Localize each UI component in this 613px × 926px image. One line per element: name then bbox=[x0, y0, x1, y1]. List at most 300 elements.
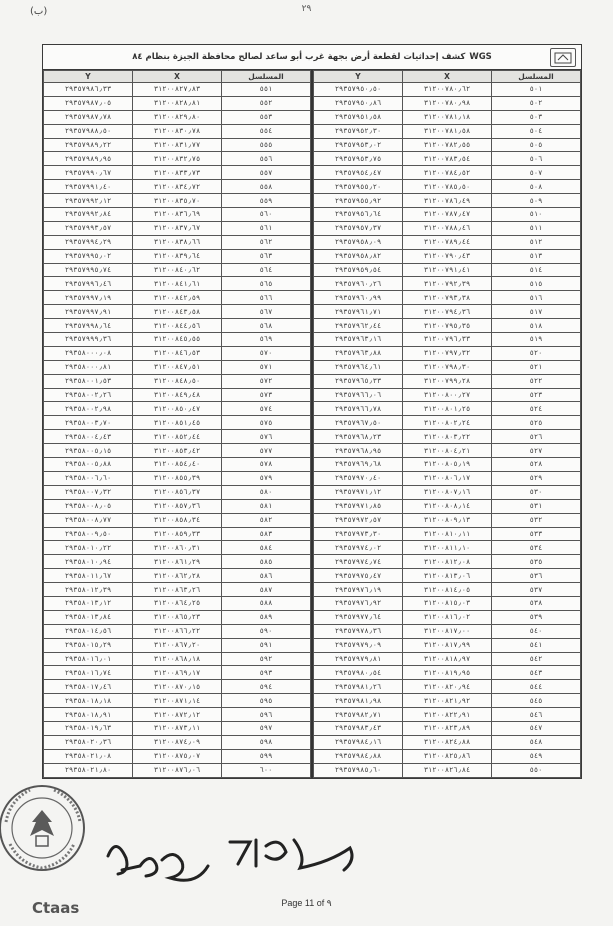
x-cell: ٣١٢٠٠٨١٤٫٠٥ bbox=[403, 583, 492, 597]
col-x: X bbox=[403, 71, 492, 83]
x-cell: ٣١٢٠٠٨٥٠٫٤٧ bbox=[133, 402, 222, 416]
table-row bbox=[44, 694, 311, 708]
table-row bbox=[314, 360, 581, 374]
x-cell: ٣١٢٠٠٨١٥٫٠٣ bbox=[403, 596, 492, 610]
table-row bbox=[44, 291, 311, 305]
x-cell: ٣١٢٠٠٨٠٢٫٢٤ bbox=[403, 416, 492, 430]
table-row bbox=[314, 638, 581, 652]
x-cell: ٣١٢٠٠٧٩١٫٤١ bbox=[403, 263, 492, 277]
table-row bbox=[314, 208, 581, 222]
table-row bbox=[314, 152, 581, 166]
x-cell: ٣١٢٠٠٨٣٦٫٦٩ bbox=[133, 208, 222, 222]
serial-cell: ٥٣٣ bbox=[492, 527, 581, 541]
y-cell: ٢٩٣٥٧٩٨٣٫٤٣ bbox=[314, 721, 403, 735]
table-row bbox=[44, 471, 311, 485]
x-cell: ٣١٢٠٠٨٢٤٫٨٨ bbox=[403, 735, 492, 749]
handwritten-signature bbox=[100, 826, 390, 896]
x-cell: ٣١٢٠٠٨٤٦٫٥٣ bbox=[133, 346, 222, 360]
table-row bbox=[314, 513, 581, 527]
table-row bbox=[314, 124, 581, 138]
col-y: Y bbox=[314, 71, 403, 83]
table-row bbox=[314, 541, 581, 555]
serial-cell: ٥٥١ bbox=[222, 83, 311, 97]
serial-cell: ٥٣٤ bbox=[492, 541, 581, 555]
table-row bbox=[314, 249, 581, 263]
y-cell: ٢٩٣٥٧٩٦٥٫٣٣ bbox=[314, 374, 403, 388]
serial-cell: ٥٣١ bbox=[492, 499, 581, 513]
x-cell: ٣١٢٠٠٨٥٢٫٤٤ bbox=[133, 430, 222, 444]
table-row bbox=[44, 388, 311, 402]
serial-cell: ٥٠٦ bbox=[492, 152, 581, 166]
y-cell: ٢٩٣٥٧٩٧٨٫٣٦ bbox=[314, 624, 403, 638]
serial-cell: ٥٢٦ bbox=[492, 430, 581, 444]
x-cell: ٣١٢٠٠٨٧٢٫١٢ bbox=[133, 708, 222, 722]
y-cell: ٢٩٣٥٧٩٩٥٫٧٤ bbox=[44, 263, 133, 277]
serial-cell: ٥٣٠ bbox=[492, 485, 581, 499]
serial-cell: ٥٦٦ bbox=[222, 291, 311, 305]
table-row bbox=[44, 83, 311, 97]
y-cell: ٢٩٣٥٨٠٠٥٫٨٨ bbox=[44, 458, 133, 472]
y-cell: ٢٩٣٥٧٩٧٥٫٤٧ bbox=[314, 569, 403, 583]
serial-cell: ٥٠٢ bbox=[492, 96, 581, 110]
x-cell: ٣١٢٠٠٧٨٨٫٤٦ bbox=[403, 221, 492, 235]
y-cell: ٢٩٣٥٧٩٦٠٫٢٦ bbox=[314, 277, 403, 291]
serial-cell: ٥٥٢ bbox=[222, 96, 311, 110]
tables-row bbox=[43, 70, 581, 778]
serial-cell: ٥٨٣ bbox=[222, 527, 311, 541]
y-cell: ٢٩٣٥٨٠٠٠٫٠٨ bbox=[44, 346, 133, 360]
table-row bbox=[44, 638, 311, 652]
x-cell: ٣١٢٠٠٨٦٠٫٣١ bbox=[133, 541, 222, 555]
x-cell: ٣١٢٠٠٨٠١٫٢٥ bbox=[403, 402, 492, 416]
serial-cell: ٥٤٣ bbox=[492, 666, 581, 680]
x-cell: ٣١٢٠٠٨٢٠٫٩٤ bbox=[403, 680, 492, 694]
x-cell: ٣١٢٠٠٧٩٦٫٣٣ bbox=[403, 333, 492, 347]
left-table bbox=[43, 70, 311, 778]
x-cell: ٣١٢٠٠٨٠٥٫١٩ bbox=[403, 458, 492, 472]
table-row bbox=[44, 513, 311, 527]
table-row bbox=[314, 180, 581, 194]
serial-cell: ٥٦٢ bbox=[222, 235, 311, 249]
table-row bbox=[44, 444, 311, 458]
table-row bbox=[44, 305, 311, 319]
y-cell: ٢٩٣٥٨٠٠١٫٥٣ bbox=[44, 374, 133, 388]
x-cell: ٣١٢٠٠٧٨٦٫٤٩ bbox=[403, 194, 492, 208]
table-row bbox=[314, 444, 581, 458]
y-cell: ٢٩٣٥٧٩٩٧٫١٩ bbox=[44, 291, 133, 305]
x-cell: ٣١٢٠٠٨٢٢٫٩١ bbox=[403, 708, 492, 722]
table-row bbox=[314, 610, 581, 624]
table-row bbox=[314, 194, 581, 208]
x-cell: ٣١٢٠٠٨١٧٫٩٩ bbox=[403, 638, 492, 652]
col-serial: المسلسل bbox=[492, 71, 581, 83]
x-cell: ٣١٢٠٠٨٦٩٫١٧ bbox=[133, 666, 222, 680]
y-cell: ٢٩٣٥٧٩٦٠٫٩٩ bbox=[314, 291, 403, 305]
x-cell: ٣١٢٠٠٨١٣٫٠٦ bbox=[403, 569, 492, 583]
y-cell: ٢٩٣٥٧٩٥٥٫٩٢ bbox=[314, 194, 403, 208]
x-cell: ٣١٢٠٠٨٤٨٫٥٠ bbox=[133, 374, 222, 388]
coordinate-system: WGS bbox=[469, 52, 492, 62]
serial-cell: ٦٠٠ bbox=[222, 763, 311, 777]
x-cell: ٣١٢٠٠٨٦٥٫٢٣ bbox=[133, 610, 222, 624]
y-cell: ٢٩٣٥٨٠١٧٫٤٦ bbox=[44, 680, 133, 694]
y-cell: ٢٩٣٥٧٩٦٦٫٧٨ bbox=[314, 402, 403, 416]
x-cell: ٣١٢٠٠٨١٨٫٩٧ bbox=[403, 652, 492, 666]
serial-cell: ٥٥٨ bbox=[222, 180, 311, 194]
x-cell: ٣١٢٠٠٨٤٠٫٦٢ bbox=[133, 263, 222, 277]
table-row bbox=[314, 583, 581, 597]
x-cell: ٣١٢٠٠٨٥٩٫٣٣ bbox=[133, 527, 222, 541]
y-cell: ٢٩٣٥٨٠٢١٫٨٠ bbox=[44, 763, 133, 777]
serial-cell: ٥٠٤ bbox=[492, 124, 581, 138]
y-cell: ٢٩٣٥٧٩٨١٫٩٨ bbox=[314, 694, 403, 708]
y-cell: ٢٩٣٥٧٩٥٦٫٦٤ bbox=[314, 208, 403, 222]
y-cell: ٢٩٣٥٧٩٩٩٫٣٦ bbox=[44, 333, 133, 347]
x-cell: ٣١٢٠٠٧٨١٫٥٨ bbox=[403, 124, 492, 138]
serial-cell: ٥٤٤ bbox=[492, 680, 581, 694]
x-cell: ٣١٢٠٠٨٢٥٫٨٦ bbox=[403, 749, 492, 763]
serial-cell: ٥٨٩ bbox=[222, 610, 311, 624]
table-row bbox=[44, 735, 311, 749]
x-cell: ٣١٢٠٠٨٢١٫٩٢ bbox=[403, 694, 492, 708]
y-cell: ٢٩٣٥٧٩٩٧٫٩١ bbox=[44, 305, 133, 319]
table-row bbox=[44, 180, 311, 194]
table-row bbox=[314, 555, 581, 569]
col-serial: المسلسل bbox=[222, 71, 311, 83]
x-cell: ٣١٢٠٠٨٤٢٫٥٩ bbox=[133, 291, 222, 305]
table-row bbox=[44, 346, 311, 360]
serial-cell: ٥٤٥ bbox=[492, 694, 581, 708]
serial-cell: ٥٩١ bbox=[222, 638, 311, 652]
x-cell: ٣١٢٠٠٧٩٧٫٣٢ bbox=[403, 346, 492, 360]
x-cell: ٣١٢٠٠٨٦٧٫٢٠ bbox=[133, 638, 222, 652]
y-cell: ٢٩٣٥٧٩٦٣٫٨٨ bbox=[314, 346, 403, 360]
x-cell: ٣١٢٠٠٨٦٣٫٢٦ bbox=[133, 583, 222, 597]
sheet-title: كشف إحداثيات لقطعة أرض بجهة غرب أبو ساعد لصالح محافظة الجيزة بنظام ٨٤ bbox=[132, 52, 466, 62]
y-cell: ٢٩٣٥٧٩٦٨٫٩٥ bbox=[314, 444, 403, 458]
table-row bbox=[314, 694, 581, 708]
serial-cell: ٥٢٩ bbox=[492, 471, 581, 485]
sheet-header bbox=[43, 45, 581, 70]
serial-cell: ٥٦٣ bbox=[222, 249, 311, 263]
y-cell: ٢٩٣٥٧٩٦٣٫١٦ bbox=[314, 333, 403, 347]
table-row bbox=[314, 624, 581, 638]
y-cell: ٢٩٣٥٧٩٥٣٫٠٢ bbox=[314, 138, 403, 152]
table-row bbox=[314, 708, 581, 722]
x-cell: ٣١٢٠٠٨٣٠٫٧٨ bbox=[133, 124, 222, 138]
serial-cell: ٥٨٤ bbox=[222, 541, 311, 555]
serial-cell: ٥١٦ bbox=[492, 291, 581, 305]
y-cell: ٢٩٣٥٨٠١٦٫٧٤ bbox=[44, 666, 133, 680]
serial-cell: ٥١٢ bbox=[492, 235, 581, 249]
x-cell: ٣١٢٠٠٨٤٥٫٥٥ bbox=[133, 333, 222, 347]
serial-cell: ٥٩٥ bbox=[222, 694, 311, 708]
table-row bbox=[44, 624, 311, 638]
y-cell: ٢٩٣٥٨٠١٥٫٢٩ bbox=[44, 638, 133, 652]
x-cell: ٣١٢٠٠٨٥٨٫٣٤ bbox=[133, 513, 222, 527]
serial-cell: ٥٠٨ bbox=[492, 180, 581, 194]
x-cell: ٣١٢٠٠٨٠٨٫١٤ bbox=[403, 499, 492, 513]
y-cell: ٢٩٣٥٨٠٠٩٫٥٠ bbox=[44, 527, 133, 541]
serial-cell: ٥٥٠ bbox=[492, 763, 581, 777]
serial-cell: ٥٨٦ bbox=[222, 569, 311, 583]
x-cell: ٣١٢٠٠٨٠٣٫٢٢ bbox=[403, 430, 492, 444]
x-cell: ٣١٢٠٠٨٤٤٫٥٦ bbox=[133, 319, 222, 333]
x-cell: ٣١٢٠٠٨٧٤٫٠٩ bbox=[133, 735, 222, 749]
x-cell: ٣١٢٠٠٨٠٧٫١٦ bbox=[403, 485, 492, 499]
y-cell: ٢٩٣٥٨٠١١٫٦٧ bbox=[44, 569, 133, 583]
y-cell: ٢٩٣٥٧٩٧٤٫٧٤ bbox=[314, 555, 403, 569]
table-row bbox=[314, 138, 581, 152]
serial-cell: ٥١٤ bbox=[492, 263, 581, 277]
x-cell: ٣١٢٠٠٧٨٢٫٥٥ bbox=[403, 138, 492, 152]
y-cell: ٢٩٣٥٧٩٧١٫١٢ bbox=[314, 485, 403, 499]
table-row bbox=[314, 305, 581, 319]
table-row bbox=[44, 569, 311, 583]
serial-cell: ٥٩٠ bbox=[222, 624, 311, 638]
y-cell: ٢٩٣٥٧٩٧٣٫٣٠ bbox=[314, 527, 403, 541]
table-row bbox=[314, 221, 581, 235]
table-row bbox=[44, 666, 311, 680]
serial-cell: ٥١٨ bbox=[492, 319, 581, 333]
serial-cell: ٥٣٩ bbox=[492, 610, 581, 624]
table-row bbox=[44, 763, 311, 777]
serial-cell: ٥٨٢ bbox=[222, 513, 311, 527]
table-row bbox=[44, 555, 311, 569]
y-cell: ٢٩٣٥٧٩٧٩٫٨١ bbox=[314, 652, 403, 666]
table-row bbox=[314, 596, 581, 610]
x-cell: ٣١٢٠٠٨٣٧٫٦٧ bbox=[133, 221, 222, 235]
serial-cell: ٥٠٩ bbox=[492, 194, 581, 208]
serial-cell: ٥٢٥ bbox=[492, 416, 581, 430]
y-cell: ٢٩٣٥٧٩٧٠٫٤٠ bbox=[314, 471, 403, 485]
table-row bbox=[44, 749, 311, 763]
y-cell: ٢٩٣٥٧٩٥٩٫٥٤ bbox=[314, 263, 403, 277]
serial-cell: ٥٦١ bbox=[222, 221, 311, 235]
x-cell: ٣١٢٠٠٨٣٨٫٦٦ bbox=[133, 235, 222, 249]
y-cell: ٢٩٣٥٧٩٨٧٫٠٥ bbox=[44, 96, 133, 110]
table-row bbox=[44, 652, 311, 666]
table-row bbox=[314, 471, 581, 485]
serial-cell: ٥١٩ bbox=[492, 333, 581, 347]
serial-cell: ٥٤٦ bbox=[492, 708, 581, 722]
serial-cell: ٥٥٣ bbox=[222, 110, 311, 124]
table-row bbox=[44, 208, 311, 222]
table-row bbox=[44, 430, 311, 444]
serial-cell: ٥٦٤ bbox=[222, 263, 311, 277]
table-row bbox=[44, 124, 311, 138]
table-row bbox=[314, 763, 581, 777]
serial-cell: ٥٧٢ bbox=[222, 374, 311, 388]
y-cell: ٢٩٣٥٧٩٧٦٫١٩ bbox=[314, 583, 403, 597]
y-cell: ٢٩٣٥٧٩٨٧٫٧٨ bbox=[44, 110, 133, 124]
serial-cell: ٥٢٣ bbox=[492, 388, 581, 402]
table-row bbox=[44, 235, 311, 249]
x-cell: ٣١٢٠٠٨٥٧٫٣٦ bbox=[133, 499, 222, 513]
table-row bbox=[314, 721, 581, 735]
y-cell: ٢٩٣٥٧٩٩٢٫١٢ bbox=[44, 194, 133, 208]
x-cell: ٣١٢٠٠٧٩٠٫٤٣ bbox=[403, 249, 492, 263]
x-cell: ٣١٢٠٠٨٢٨٫٨١ bbox=[133, 96, 222, 110]
serial-cell: ٥٤١ bbox=[492, 638, 581, 652]
x-cell: ٣١٢٠٠٨٤٩٫٤٨ bbox=[133, 388, 222, 402]
table-row bbox=[44, 596, 311, 610]
x-cell: ٣١٢٠٠٨٣٢٫٧٥ bbox=[133, 152, 222, 166]
table-row bbox=[44, 319, 311, 333]
left-block bbox=[43, 70, 313, 778]
serial-cell: ٥٣٧ bbox=[492, 583, 581, 597]
serial-cell: ٥٨٧ bbox=[222, 583, 311, 597]
table-row bbox=[44, 541, 311, 555]
x-cell: ٣١٢٠٠٨٥١٫٤٥ bbox=[133, 416, 222, 430]
y-cell: ٢٩٣٥٨٠٠٨٫٧٧ bbox=[44, 513, 133, 527]
svg-text:Ctaas: Ctaas bbox=[32, 899, 80, 917]
y-cell: ٢٩٣٥٧٩٦٩٫٦٨ bbox=[314, 458, 403, 472]
x-cell: ٣١٢٠٠٧٨٠٫٦٢ bbox=[403, 83, 492, 97]
table-row bbox=[44, 583, 311, 597]
serial-cell: ٥٦٥ bbox=[222, 277, 311, 291]
x-cell: ٣١٢٠٠٨٦١٫٢٩ bbox=[133, 555, 222, 569]
y-cell: ٢٩٣٥٧٩٥٨٫٠٩ bbox=[314, 235, 403, 249]
x-cell: ٣١٢٠٠٨٣١٫٧٧ bbox=[133, 138, 222, 152]
x-cell: ٣١٢٠٠٧٩٤٫٣٦ bbox=[403, 305, 492, 319]
y-cell: ٢٩٣٥٧٩٥٠٫٥٠ bbox=[314, 83, 403, 97]
y-cell: ٢٩٣٥٨٠١٠٫٢٢ bbox=[44, 541, 133, 555]
y-cell: ٢٩٣٥٨٠١٨٫١٨ bbox=[44, 694, 133, 708]
left-table-body bbox=[44, 83, 311, 778]
x-cell: ٣١٢٠٠٨٦٤٫٢٥ bbox=[133, 596, 222, 610]
y-cell: ٢٩٣٥٧٩٥٠٫٨٦ bbox=[314, 96, 403, 110]
table-row bbox=[44, 110, 311, 124]
x-cell: ٣١٢٠٠٨٢٩٫٨٠ bbox=[133, 110, 222, 124]
page-badge: (ب) bbox=[30, 6, 48, 17]
table-row bbox=[44, 263, 311, 277]
y-cell: ٢٩٣٥٨٠٠٣٫٧٠ bbox=[44, 416, 133, 430]
serial-cell: ٥٩٢ bbox=[222, 652, 311, 666]
x-cell: ٣١٢٠٠٧٨١٫١٨ bbox=[403, 110, 492, 124]
serial-cell: ٥٨٨ bbox=[222, 596, 311, 610]
serial-cell: ٥٦٧ bbox=[222, 305, 311, 319]
y-cell: ٢٩٣٥٧٩٩١٫٤٠ bbox=[44, 180, 133, 194]
serial-cell: ٥٩٣ bbox=[222, 666, 311, 680]
table-row bbox=[314, 430, 581, 444]
serial-cell: ٥١١ bbox=[492, 221, 581, 235]
x-cell: ٣١٢٠٠٨٧٥٫٠٧ bbox=[133, 749, 222, 763]
y-cell: ٢٩٣٥٨٠٠٨٫٠٥ bbox=[44, 499, 133, 513]
table-row bbox=[314, 319, 581, 333]
serial-cell: ٥٢٧ bbox=[492, 444, 581, 458]
serial-cell: ٥٩٧ bbox=[222, 721, 311, 735]
y-cell: ٢٩٣٥٧٩٦٧٫٥٠ bbox=[314, 416, 403, 430]
serial-cell: ٥٢٠ bbox=[492, 346, 581, 360]
y-cell: ٢٩٣٥٨٠١٦٫٠١ bbox=[44, 652, 133, 666]
table-header-row bbox=[314, 71, 581, 83]
table-row bbox=[314, 263, 581, 277]
serial-cell: ٥٥٩ bbox=[222, 194, 311, 208]
table-row bbox=[44, 333, 311, 347]
serial-cell: ٥٤٢ bbox=[492, 652, 581, 666]
x-cell: ٣١٢٠٠٧٩٢٫٣٩ bbox=[403, 277, 492, 291]
table-row bbox=[314, 527, 581, 541]
y-cell: ٢٩٣٥٧٩٩٠٫٦٧ bbox=[44, 166, 133, 180]
x-cell: ٣١٢٠٠٨٦٨٫١٨ bbox=[133, 652, 222, 666]
serial-cell: ٥٠٧ bbox=[492, 166, 581, 180]
table-row bbox=[44, 499, 311, 513]
y-cell: ٢٩٣٥٧٩٦٦٫٠٦ bbox=[314, 388, 403, 402]
serial-cell: ٥٨٥ bbox=[222, 555, 311, 569]
y-cell: ٢٩٣٥٧٩٥٧٫٣٧ bbox=[314, 221, 403, 235]
serial-cell: ٥٧٧ bbox=[222, 444, 311, 458]
serial-cell: ٥٧٨ bbox=[222, 458, 311, 472]
col-y: Y bbox=[44, 71, 133, 83]
y-cell: ٢٩٣٥٨٠٠٧٫٣٢ bbox=[44, 485, 133, 499]
serial-cell: ٥٥٤ bbox=[222, 124, 311, 138]
x-cell: ٣١٢٠٠٨١٦٫٠٢ bbox=[403, 610, 492, 624]
y-cell: ٢٩٣٥٧٩٧٩٫٠٩ bbox=[314, 638, 403, 652]
serial-cell: ٥٦٩ bbox=[222, 333, 311, 347]
table-row bbox=[314, 402, 581, 416]
table-row bbox=[44, 249, 311, 263]
x-cell: ٣١٢٠٠٧٩٩٫٢٨ bbox=[403, 374, 492, 388]
table-row bbox=[44, 458, 311, 472]
serial-cell: ٥١٧ bbox=[492, 305, 581, 319]
y-cell: ٢٩٣٥٧٩٩٤٫٢٩ bbox=[44, 235, 133, 249]
serial-cell: ٥٧٤ bbox=[222, 402, 311, 416]
y-cell: ٢٩٣٥٧٩٦١٫٧١ bbox=[314, 305, 403, 319]
x-cell: ٣١٢٠٠٨٣٥٫٧٠ bbox=[133, 194, 222, 208]
serial-cell: ٥٩٩ bbox=[222, 749, 311, 763]
serial-cell: ٥٣٦ bbox=[492, 569, 581, 583]
y-cell: ٢٩٣٥٧٩٧٢٫٥٧ bbox=[314, 513, 403, 527]
x-cell: ٣١٢٠٠٨٧٣٫١١ bbox=[133, 721, 222, 735]
x-cell: ٣١٢٠٠٧٨٠٫٩٨ bbox=[403, 96, 492, 110]
y-cell: ٢٩٣٥٨٠٠٢٫٢٦ bbox=[44, 388, 133, 402]
right-table-body bbox=[314, 83, 581, 778]
y-cell: ٢٩٣٥٧٩٧١٫٨٥ bbox=[314, 499, 403, 513]
y-cell: ٢٩٣٥٧٩٨٩٫٩٥ bbox=[44, 152, 133, 166]
serial-cell: ٥٧١ bbox=[222, 360, 311, 374]
table-row bbox=[314, 291, 581, 305]
table-row bbox=[44, 721, 311, 735]
y-cell: ٢٩٣٥٨٠١٢٫٣٩ bbox=[44, 583, 133, 597]
serial-cell: ٥٢٨ bbox=[492, 458, 581, 472]
y-cell: ٢٩٣٥٨٠١٠٫٩٤ bbox=[44, 555, 133, 569]
serial-cell: ٥٤٧ bbox=[492, 721, 581, 735]
x-cell: ٣١٢٠٠٨٣٤٫٧٢ bbox=[133, 180, 222, 194]
x-cell: ٣١٢٠٠٨٠٤٫٢١ bbox=[403, 444, 492, 458]
y-cell: ٢٩٣٥٧٩٧٦٫٩٢ bbox=[314, 596, 403, 610]
table-row bbox=[44, 680, 311, 694]
y-cell: ٢٩٣٥٧٩٥٢٫٣٠ bbox=[314, 124, 403, 138]
table-row bbox=[44, 221, 311, 235]
table-row bbox=[44, 138, 311, 152]
x-cell: ٣١٢٠٠٨١٠٫١١ bbox=[403, 527, 492, 541]
y-cell: ٢٩٣٥٧٩٦٢٫٤٤ bbox=[314, 319, 403, 333]
y-cell: ٢٩٣٥٧٩٥١٫٥٨ bbox=[314, 110, 403, 124]
table-row bbox=[44, 485, 311, 499]
serial-cell: ٥٧٦ bbox=[222, 430, 311, 444]
coordinates-sheet bbox=[42, 44, 582, 779]
page-footer: Page 11 of ٩ bbox=[281, 898, 332, 908]
table-row bbox=[314, 166, 581, 180]
x-cell: ٣١٢٠٠٧٨٩٫٤٤ bbox=[403, 235, 492, 249]
table-row bbox=[314, 485, 581, 499]
serial-cell: ٥٠٥ bbox=[492, 138, 581, 152]
y-cell: ٢٩٣٥٧٩٦٨٫٢٣ bbox=[314, 430, 403, 444]
table-row bbox=[44, 527, 311, 541]
ministry-logo-icon bbox=[550, 48, 576, 67]
y-cell: ٢٩٣٥٧٩٨٢٫٧١ bbox=[314, 708, 403, 722]
